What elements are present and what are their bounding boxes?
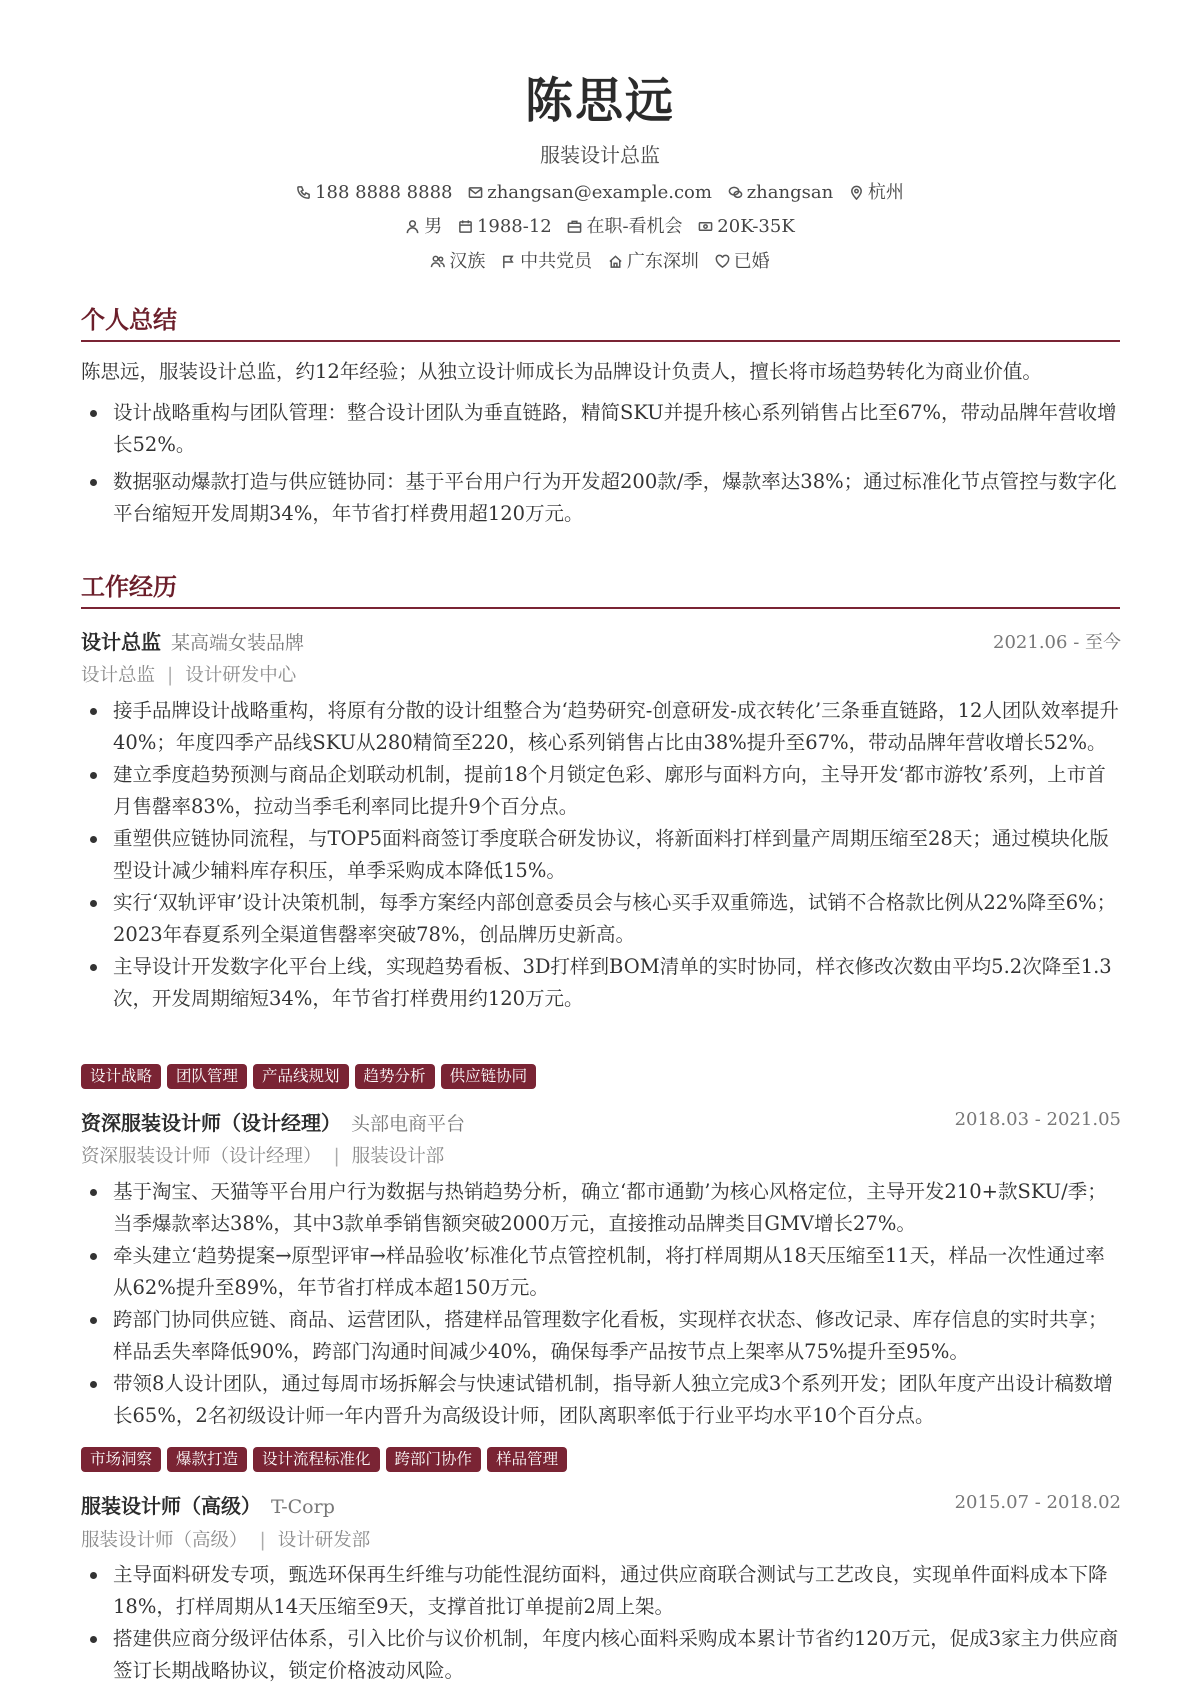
marital-item bbox=[715, 247, 770, 273]
separator: | bbox=[333, 1146, 340, 1167]
contact-row bbox=[0, 178, 1200, 204]
experience-heading: 工作经历 bbox=[81, 572, 177, 601]
job-header bbox=[81, 626, 1121, 656]
wechat-icon bbox=[728, 185, 743, 200]
job-department: 设计研发部 bbox=[277, 1530, 371, 1551]
job-subtitle bbox=[81, 1142, 444, 1168]
city-text: 杭州 bbox=[867, 182, 904, 203]
skill-tags bbox=[81, 1064, 542, 1089]
job-header bbox=[81, 1107, 1121, 1137]
birth-text: 1988-12 bbox=[476, 216, 552, 237]
politics-text: 中共党员 bbox=[520, 251, 593, 272]
job-department: 设计研发中心 bbox=[185, 665, 297, 686]
heart-icon bbox=[715, 254, 730, 269]
mail-icon bbox=[468, 185, 483, 200]
location-icon bbox=[849, 185, 864, 200]
skill-tag: 设计流程标准化 bbox=[253, 1447, 380, 1472]
job-bullet: 主导面料研发专项，甄选环保再生纤维与功能性混纺面料，通过供应商联合测试与工艺改良，实现单件面料成本下降18%，打样周期从14天压缩至9天，支撑首批订单提前2周上架。 bbox=[81, 1559, 1121, 1623]
briefcase-icon bbox=[567, 219, 582, 234]
candidate-name: 陈思远 bbox=[524, 73, 675, 129]
salary-text: 20K-35K bbox=[717, 216, 795, 237]
calendar-icon bbox=[458, 219, 473, 234]
status-text: 在职-看机会 bbox=[586, 216, 683, 237]
job-company: 头部电商平台 bbox=[351, 1113, 466, 1135]
skill-tag: 爆款打造 bbox=[167, 1447, 247, 1472]
job-bullet: 重塑供应链协同流程，与TOP5面料商签订季度联合研发协议，将新面料打样到量产周期压缩至28天；通过模块化版型设计减少辅料库存积压，单季采购成本降低15%。 bbox=[81, 823, 1121, 887]
ethnicity-text: 汉族 bbox=[449, 251, 486, 272]
job-bullet: 实行‘双轨评审’设计决策机制，每季方案经内部创意委员会与核心买手双重筛选，试销不合格款比例从22%降至6%；2023年春夏系列全渠道售罄率突破78%，创品牌历史新高。 bbox=[81, 887, 1121, 951]
money-icon bbox=[698, 219, 713, 234]
job-role: 服装设计师（高级） bbox=[81, 1494, 261, 1518]
flag-icon bbox=[501, 254, 516, 269]
politics-item bbox=[501, 247, 592, 273]
birth-item bbox=[458, 216, 552, 237]
separator: | bbox=[259, 1530, 266, 1551]
skill-tag: 团队管理 bbox=[167, 1064, 247, 1089]
job-position: 服装设计师（高级） bbox=[81, 1530, 248, 1551]
job-date: 2018.03 - 2021.05 bbox=[954, 1109, 1121, 1130]
personal-info-row bbox=[0, 247, 1200, 273]
job-bullet: 基于淘宝、天猫等平台用户行为数据与热销趋势分析，确立‘都市通勤’为核心风格定位，主导开发210+款SKU/季；当季爆款率达38%，其中3款单季销售额突破2000万元，直接推动品牌类目GMV增长27%。 bbox=[81, 1176, 1121, 1240]
phone-icon bbox=[296, 185, 311, 200]
job-bullet: 主导设计开发数字化平台上线，实现趋势看板、3D打样到BOM清单的实时协同，样衣修改次数由平均5.2次降至1.3次，开发周期缩短34%，年节省打样费用约120万元。 bbox=[81, 951, 1121, 1015]
skill-tag: 样品管理 bbox=[487, 1447, 567, 1472]
job-bullet-list bbox=[81, 1176, 1121, 1432]
city-item bbox=[849, 178, 904, 204]
gender-item bbox=[405, 212, 442, 238]
job-bullet: 牵头建立‘趋势提案→原型评审→样品验收’标准化节点管控机制，将打样周期从18天压缩至11天，样品一次性通过率从62%提升至89%，年节省打样成本超150万元。 bbox=[81, 1240, 1121, 1304]
summary-intro: 陈思远，服装设计总监，约12年经验；从独立设计师成长为品牌设计负责人，擅长将市场趋势转化为商业价值。 bbox=[81, 360, 1042, 383]
skill-tags bbox=[81, 1447, 573, 1472]
status-item bbox=[567, 212, 682, 238]
summary-divider bbox=[81, 340, 1120, 342]
job-bullet: 跨部门协同供应链、商品、运营团队，搭建样品管理数字化看板，实现样衣状态、修改记录、库存信息的实时共享；样品丢失率降低90%，跨部门沟通时间减少40%，确保每季产品按节点上架率从75%提升至95%。 bbox=[81, 1304, 1121, 1368]
job-bullet: 接手品牌设计战略重构，将原有分散的设计组整合为‘趋势研究-创意研发-成衣转化’三条垂直链路，12人团队效率提升40%；年度四季产品线SKU从280精简至220，核心系列销售占比由38%提升至67%，带动品牌年营收增长52%。 bbox=[81, 695, 1121, 759]
wechat-item bbox=[728, 182, 833, 203]
summary-bullet: 设计战略重构与团队管理：整合设计团队为垂直链路，精简SKU并提升核心系列销售占比至67%，带动品牌年营收增长52%。 bbox=[81, 397, 1121, 461]
hometown-item bbox=[608, 247, 699, 273]
summary-heading: 个人总结 bbox=[81, 305, 177, 334]
basic-info-row bbox=[0, 212, 1200, 238]
job-bullet: 带领8人设计团队，通过每周市场拆解会与快速试错机制，指导新人独立完成3个系列开发；团队年度产出设计稿数增长65%，2名初级设计师一年内晋升为高级设计师，团队离职率低于行业平均水平10个百分点。 bbox=[81, 1368, 1121, 1432]
email-text: zhangsan@example.com bbox=[487, 182, 712, 203]
job-subtitle bbox=[81, 1526, 370, 1552]
email-item bbox=[468, 182, 712, 203]
job-bullet-list bbox=[81, 695, 1121, 1015]
candidate-title: 服装设计总监 bbox=[540, 143, 660, 167]
phone-item bbox=[296, 182, 452, 203]
job-subtitle bbox=[81, 661, 296, 687]
skill-tag: 跨部门协作 bbox=[386, 1447, 482, 1472]
job-position: 资深服装设计师（设计经理） bbox=[81, 1146, 322, 1167]
separator: | bbox=[167, 665, 174, 686]
summary-bullet: 数据驱动爆款打造与供应链协同：基于平台用户行为开发超200款/季，爆款率达38%；通过标准化节点管控与数字化平台缩短开发周期34%，年节省打样费用超120万元。 bbox=[81, 466, 1121, 530]
summary-list bbox=[81, 397, 1121, 530]
experience-divider bbox=[81, 607, 1120, 609]
job-role: 设计总监 bbox=[81, 630, 161, 654]
job-header bbox=[81, 1490, 1121, 1520]
job-company: 某高端女装品牌 bbox=[171, 632, 305, 654]
job-bullet: 搭建供应商分级评估体系，引入比价与议价机制，年度内核心面料采购成本累计节省约120万元，促成3家主力供应商签订长期战略协议，锁定价格波动风险。 bbox=[81, 1623, 1121, 1687]
phone-text: 188 8888 8888 bbox=[315, 182, 453, 203]
gender-text: 男 bbox=[424, 216, 443, 237]
job-department: 服装设计部 bbox=[351, 1146, 445, 1167]
skill-tag: 设计战略 bbox=[81, 1064, 161, 1089]
salary-item bbox=[698, 216, 794, 237]
user-icon bbox=[405, 219, 420, 234]
skill-tag: 趋势分析 bbox=[355, 1064, 435, 1089]
hometown-text: 广东深圳 bbox=[626, 251, 699, 272]
job-bullet-list bbox=[81, 1559, 1121, 1687]
job-role: 资深服装设计师（设计经理） bbox=[81, 1111, 341, 1135]
skill-tag: 供应链协同 bbox=[441, 1064, 537, 1089]
home-icon bbox=[608, 254, 623, 269]
job-company: T-Corp bbox=[271, 1496, 335, 1518]
job-date: 2015.07 - 2018.02 bbox=[954, 1492, 1121, 1513]
job-position: 设计总监 bbox=[81, 665, 156, 686]
job-bullet: 建立季度趋势预测与商品企划联动机制，提前18个月锁定色彩、廓形与面料方向，主导开发‘都市游牧’系列，上市首月售罄率83%，拉动当季毛利率同比提升9个百分点。 bbox=[81, 759, 1121, 823]
ethnicity-item bbox=[430, 247, 485, 273]
job-date: 2021.06 - 至今 bbox=[993, 632, 1121, 653]
skill-tag: 产品线规划 bbox=[253, 1064, 349, 1089]
marital-text: 已婚 bbox=[733, 251, 770, 272]
wechat-text: zhangsan bbox=[746, 182, 834, 203]
skill-tag: 市场洞察 bbox=[81, 1447, 161, 1472]
people-icon bbox=[430, 254, 445, 269]
